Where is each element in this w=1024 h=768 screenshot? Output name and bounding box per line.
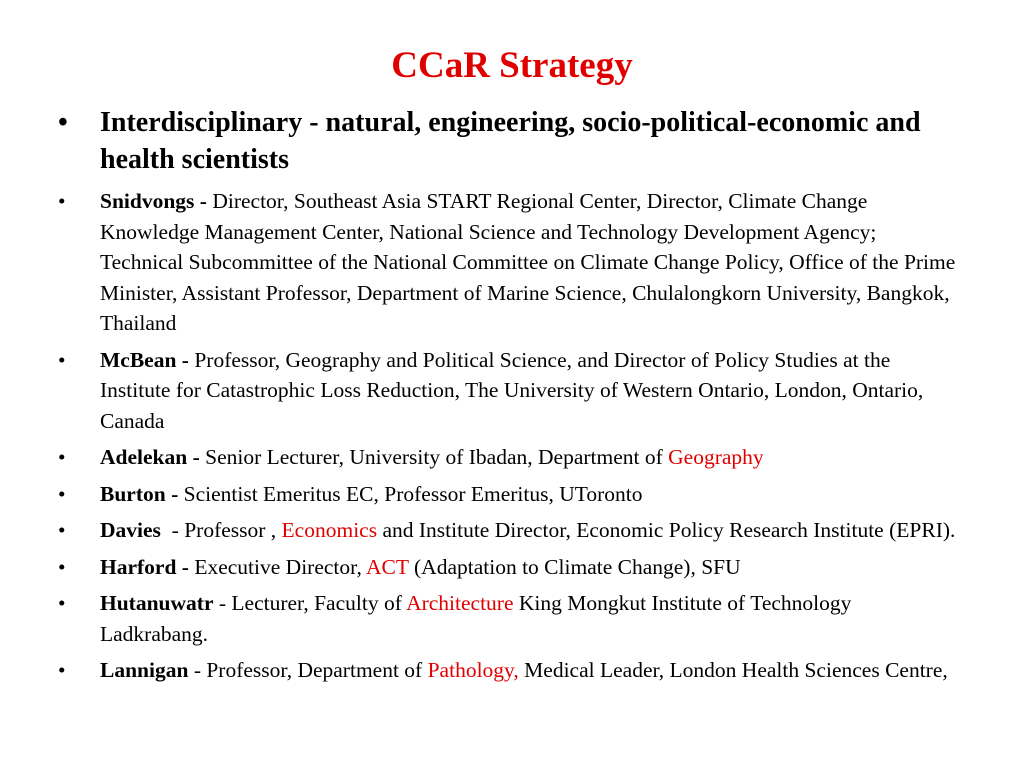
bullet-harford (58, 552, 963, 583)
person-description-end: (Adaptation to Climate Change), SFU (408, 554, 741, 579)
person-name: Burton - (100, 481, 179, 506)
bullet-icon: • (58, 518, 66, 542)
person-description: Senior Lecturer, University of Ibadan, Department of (199, 445, 669, 469)
bullet-snidvongs (58, 186, 963, 339)
bullet-icon: • (58, 591, 66, 615)
person-name: Harford - (100, 554, 189, 579)
bullet-icon: • (58, 554, 66, 579)
person-description: - Lecturer, Faculty of (213, 591, 407, 615)
person-name: McBean - (100, 347, 189, 372)
field-highlight: Architecture (406, 591, 514, 615)
person-description: - Professor , (160, 518, 282, 542)
lead-text: Interdisciplinary - natural, engineering, socio-political-economic and health scientists (100, 107, 921, 175)
bullet-lead (58, 104, 963, 178)
person-description-end: and Institute Director, Economic Policy Research Institute (EPRI). (377, 518, 956, 542)
bullet-davies (58, 515, 963, 546)
bullet-icon: • (58, 445, 66, 469)
person-description-end: King Mongkut Institute of Technology Ladkrabang. (100, 591, 852, 646)
bullet-list (58, 104, 963, 692)
slide-title: CCaR Strategy (391, 45, 633, 86)
field-highlight: Pathology, (427, 658, 519, 682)
person-name: Snidvongs - (100, 189, 207, 213)
field-highlight: Geography (668, 445, 764, 469)
bullet-adelekan (58, 442, 963, 473)
bullet-icon: • (58, 347, 66, 372)
bullet-icon: • (58, 107, 68, 138)
person-name: Lannigan (100, 658, 189, 682)
bullet-icon: • (58, 189, 66, 213)
field-highlight: ACT (366, 554, 409, 579)
bullet-lannigan (58, 655, 963, 686)
bullet-hutanuwatr (58, 588, 963, 649)
bullet-mcbean (58, 345, 963, 437)
bullet-icon: • (58, 481, 66, 506)
field-highlight: Economics (281, 518, 378, 542)
person-name: Hutanuwatr (100, 591, 214, 615)
person-name: Adelekan - (100, 445, 200, 469)
person-description: Executive Director, (188, 554, 367, 579)
person-name: Davies (100, 518, 161, 542)
person-description: Director, Southeast Asia START Regional Center, Director, Climate Change Knowledge Management Center, National Science and Technology Development Agency; Technical Subcommittee of the National Committee on Climate Change Policy, Office of the Prime Minister, Assistant Professor, Department of Marine Science, Chulalongkorn University, Bangkok, Thailand (100, 189, 956, 335)
person-description: Professor, Geography and Political Science, and Director of Policy Studies at the Institute for Catastrophic Loss Reduction, The University of Western Ontario, London, Ontario, Canada (100, 347, 924, 433)
person-description-end: Medical Leader, London Health Sciences Centre, (518, 658, 948, 682)
person-description: Scientist Emeritus EC, Professor Emeritus, UToronto (178, 481, 643, 506)
person-description: - Professor, Department of (188, 658, 428, 682)
bullet-icon: • (58, 658, 66, 682)
bullet-burton (58, 479, 963, 510)
